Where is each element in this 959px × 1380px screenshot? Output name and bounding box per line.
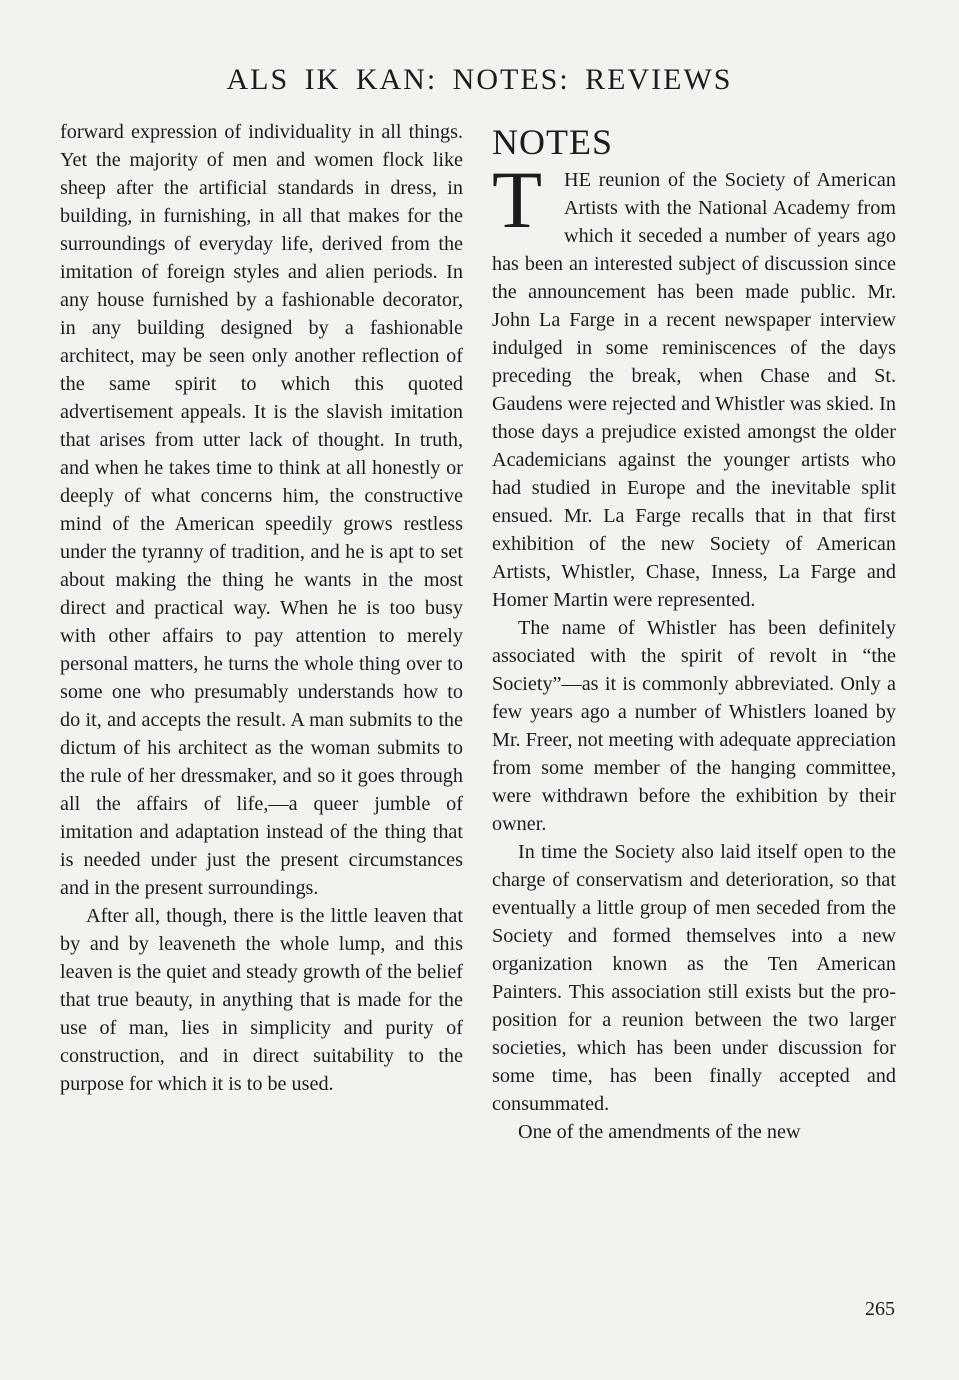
left-column bbox=[60, 118, 463, 1098]
left-paragraph-2: After all, though, there is the little leaven that by and by leaveneth the whole lump, and this leaven is the quiet and steady growth of the belief that true beauty, in anything that is made for the use of man, lies in simplicity and purity of construction, and in direct suitability to the purpose for which it is to be used. bbox=[60, 905, 463, 1095]
right-paragraph-4: One of the amendments of the new bbox=[518, 1121, 801, 1143]
section-title: NOTES bbox=[492, 122, 613, 162]
right-paragraph-1 bbox=[492, 154, 896, 614]
right-paragraph-2: The name of Whistler has been definitely associated with the spirit of revolt in “the Society”—as it is commonly abbreviated. Only a few years ago a number of Whistlers loaned by Mr. Freer, not meeting with adequate appreciation from some member of the hanging committee, were withdrawn before the exhibition by their owner. bbox=[492, 617, 896, 835]
running-head: ALS IK KAN: NOTES: REVIEWS bbox=[226, 63, 733, 96]
page-number: 265 bbox=[865, 1298, 895, 1320]
right-column bbox=[492, 118, 896, 1146]
drop-cap: T bbox=[492, 154, 543, 245]
right-paragraph-1-text: HE reunion of the Society of American Artists with the National Academy from which it seceded a number of years ago has been an interested subject of discussion since the announcement has been made public. Mr. John La Farge in a recent newspaper interview indulged in some reminiscences of the days preceding the break, when Chase and St. Gaudens were rejected and Whistler was skied. In those days a prejudice existed amongst the older Academicians against the younger artists who had studied in Europe and the inevitable split ensued. Mr. La Farge recalls that in that first exhibition of the new Society of American Artists, Whistler, Chase, Inness, La Farge and Homer Martin were represented. bbox=[492, 169, 896, 611]
left-paragraph-1: forward expression of individuality in all things. Yet the majority of men and women flock like sheep after the artificial standards in dress, in building, in furnishing, in all that makes for the surroundings of everyday life, derived from the imitation of foreign styles and alien periods. In any house furnished by a fashionable decorator, in any building designed by a fashionable architect, may be seen only another reflection of the same spirit to which this quoted advertisement appeals. It is the slavish imitation that arises from utter lack of thought. In truth, and when he takes time to think at all honestly or deeply of what concerns him, the constructive mind of the American speedily grows restless under the tyranny of tradition, and he is apt to set about making the thing he wants in the most direct and practical way. When he is too busy with other affairs to pay attention to merely personal matters, he turns the whole thing over to some one who presumably understands how to do it, and accepts the result. A man submits to the dictum of his architect as the woman submits to the rule of her dressmaker, and so it goes through all the affairs of life,—a queer jumble of imitation and adaptation instead of the thing that is needed under just the present circumstances and in the present surroundings. bbox=[60, 121, 463, 899]
right-paragraph-3: In time the Society also laid itself open to the charge of conservatism and deterioration, so that eventually a little group of men seceded from the Society and formed themselves into a new organization known as the Ten American Painters. This association still exists but the proposition for a reunion between the two larger societies, which has been under discussion for some time, has been finally accepted and consummated. bbox=[492, 841, 896, 1115]
